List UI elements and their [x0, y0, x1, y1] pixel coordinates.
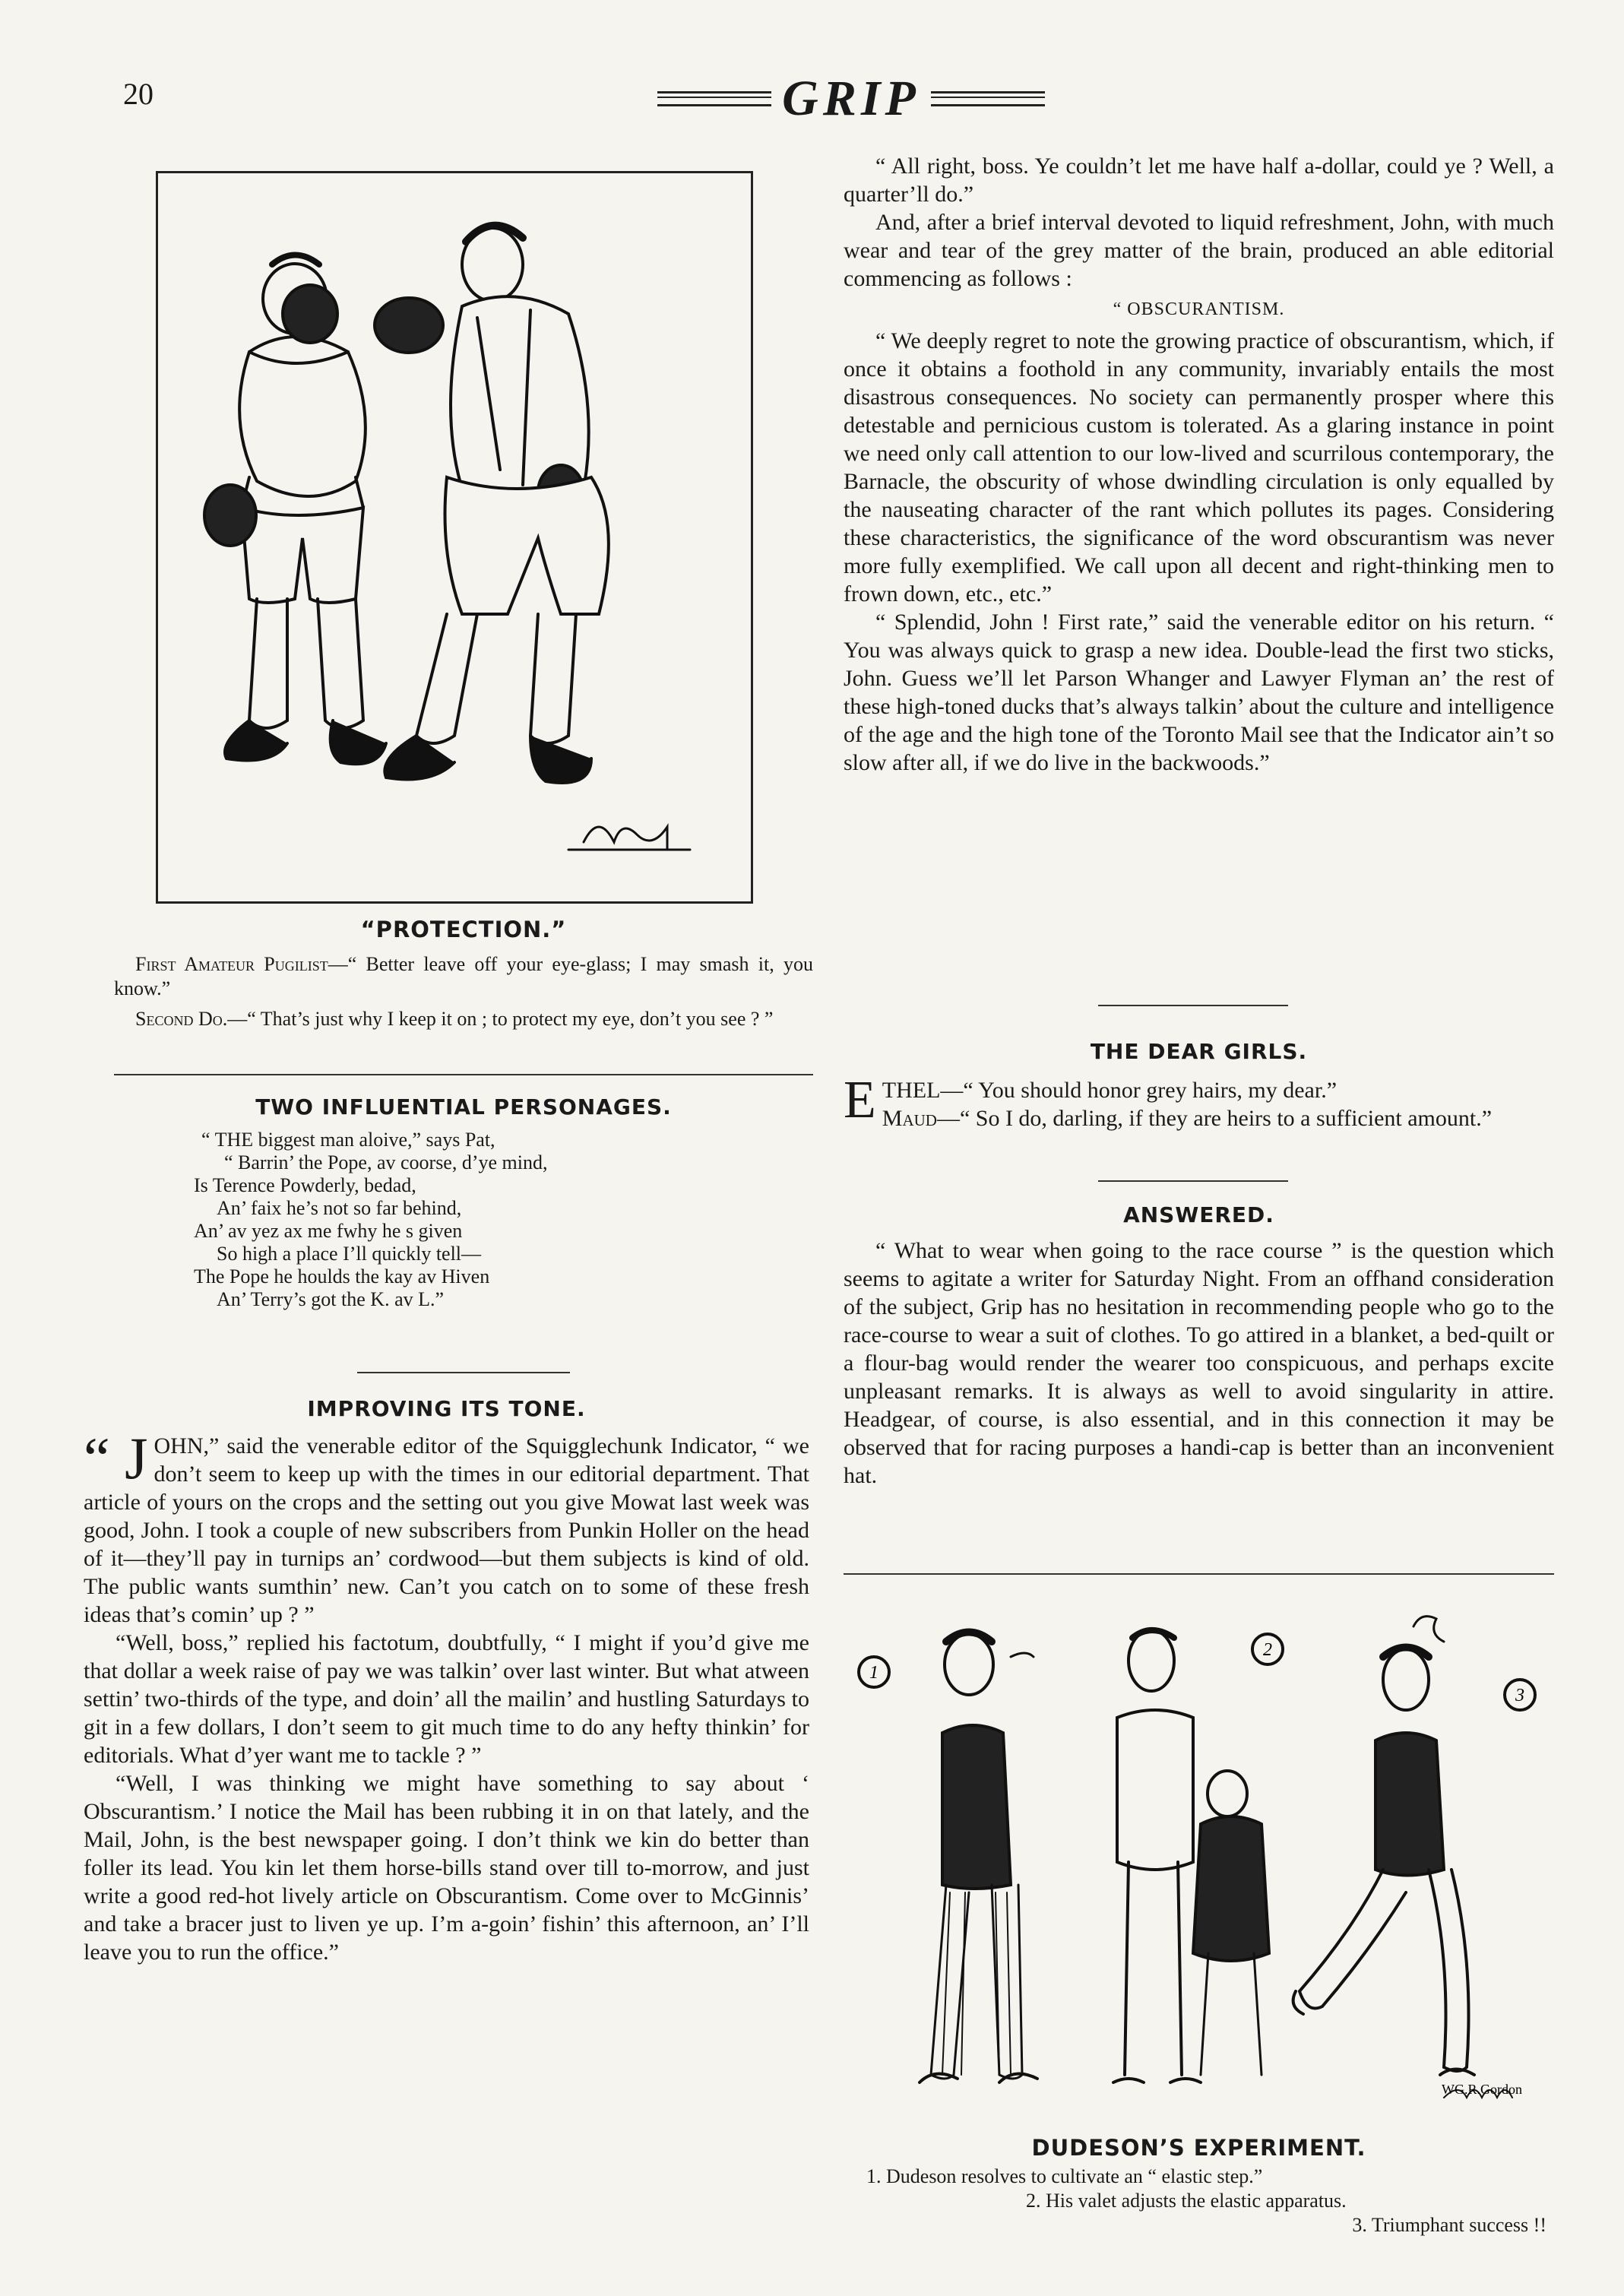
- protection-caption: [114, 917, 813, 1031]
- protection-text-1: —“ Better leave off your eye-glass; I may smash it, you know.”: [114, 953, 813, 999]
- poem-line: An’ av yez ax me fwhy he s given: [194, 1220, 463, 1242]
- answered-section: [844, 1201, 1554, 1490]
- dudeson-signature: WG.R.Gordon: [1442, 2082, 1522, 2097]
- poem-line: An’ faix he’s not so far behind,: [217, 1197, 462, 1219]
- poem-body: [194, 1129, 813, 1311]
- section-divider: [844, 1573, 1554, 1575]
- improving-column-right: [844, 152, 1554, 777]
- dudeson-cartoon: [851, 1604, 1550, 2120]
- improving-title: IMPROVING ITS TONE.: [307, 1396, 586, 1421]
- masthead-title: GRIP: [782, 71, 920, 126]
- protection-cartoon: [156, 171, 753, 904]
- improving-paragraph: “ We deeply regret to note the growing practice of obscurantism, which, if once it obtains a foothold in any community, invariably entails the most disastrous consequences. No society can permanently prosper where this detestable and pernicious custom is tolerated. As a glaring instance in point we need only call attention to our low-lived and scurrilous contemporary, the Barnacle, the obscurity of whose dwindling circulation is only equalled by the nauseating character of the rant which pollutes its pages. Considering these characteristics, the significance of the word obscurantism was never more fully exemplified. We call upon all decent and right-thinking men to frown down, etc., etc.”: [844, 328, 1554, 606]
- ethel-text: —“ You should honor grey hairs, my dear.”: [940, 1078, 1338, 1103]
- dudeson-item-1: 1. Dudeson resolves to cultivate an “ elastic step.”: [866, 2165, 1263, 2187]
- dudeson-title: DUDESON’S EXPERIMENT.: [1031, 2135, 1366, 2161]
- answered-title: ANSWERED.: [1123, 1202, 1274, 1227]
- improving-column-left: [84, 1395, 809, 1966]
- improving-paragraph: “Well, boss,” replied his factotum, doubtfully, “ I might if you’d give me that dollar a week raise of pay we was talkin’ over last winter. But what atween settin’ two-thirds of the type, and doin’ all the mailin’ and hustling Saturdays to git in a few dollars, I don’t seem to git much time to do any hefty thinkin’ for editorials. What d’yer want me to tackle ? ”: [84, 1630, 809, 1768]
- dear-girls-section: [844, 1037, 1554, 1132]
- improving-dropcap: “ J: [84, 1425, 148, 1491]
- protection-title: “PROTECTION.”: [360, 917, 567, 942]
- answered-text: “ What to wear when going to the race course ” is the question which seems to agitate a writer for Saturday Night. From an offhand consideration of the subject, Grip has no hesitation in recommending people who go to the race-course to wear a suit of clothes. To go attired in a blanket, a bed-quilt or a flour-bag would render the wearer too conspicuous, and perhaps excite unpleasant remarks. It is always as well to avoid singularity in attire. Headgear, of course, is also essential, and in this connection it may be observed that for racing purposes a handi-cap is better than an inconvenient hat.: [844, 1238, 1554, 1488]
- protection-speaker-2: Second Do.: [135, 1008, 228, 1030]
- dudeson-caption: [844, 2136, 1554, 2237]
- poem-line: “ THE biggest man aloive,” says Pat,: [201, 1129, 495, 1151]
- poem-line: “ Barrin’ the Pope, av coorse, d’ye mind,: [224, 1151, 548, 1173]
- section-divider: [114, 1074, 813, 1075]
- improving-paragraph: “Well, I was thinking we might have something to say about ‘ Obscurantism.’ I notice the Mail has been rubbing it in on that lately, and the Mail, John, is the best newspaper going. I don’t think we kin do better than foller its lead. You kin let them horse-bills stand over till to-morrow, and just write a good red-hot lively article on Obscurantism. Come over to McGinnis’ and take a bracer just to liven ye up. I’m a-goin’ fishin’ this afternoon, an’ I’ll leave you to run the office.”: [84, 1771, 809, 1965]
- dudeson-item-2: 2. His valet adjusts the elastic apparatus.: [1026, 2190, 1347, 2212]
- dear-girls-text: [844, 1071, 1554, 1132]
- improving-paragraph: [84, 1425, 809, 1629]
- poem-line: The Pope he houlds the kay av Hiven: [194, 1265, 490, 1287]
- masthead-rule-left: [657, 91, 771, 106]
- ethel-speaker: THEL: [882, 1078, 941, 1103]
- panel-number-1: 1: [869, 1663, 878, 1683]
- protection-speaker-1: First Amateur Pugilist: [135, 953, 328, 975]
- masthead-rule-right: [931, 91, 1045, 106]
- panel-number-3: 3: [1515, 1686, 1524, 1705]
- poem-line: So high a place I’ll quickly tell—: [217, 1243, 482, 1265]
- dear-girls-dropcap: E: [844, 1071, 876, 1129]
- improving-paragraph: “ Splendid, John ! First rate,” said the venerable editor on his return. “ You was always quick to grasp a new idea. Double-lead the first two sticks, John. Guess we’ll let Parson Whanger and Lawyer Flyman an’ the rest of these high-toned ducks that’s always talkin’ about the culture and intelligence of the age and the high tone of the Toronto Mail see that the Indicator ain’t so slow after all, if we do live in the backwoods.”: [844, 610, 1554, 775]
- dear-girls-title: THE DEAR GIRLS.: [1090, 1039, 1308, 1064]
- maud-speaker: Maud: [882, 1106, 937, 1131]
- poem-line: Is Terence Powderly, bedad,: [194, 1174, 416, 1196]
- poem-title: TWO INFLUENTIAL PERSONAGES.: [255, 1094, 672, 1119]
- improving-paragraph: And, after a brief interval devoted to liquid refreshment, John, with much wear and tear of the grey matter of the brain, produced an able editorial commencing as follows :: [844, 210, 1554, 291]
- improving-paragraph: “ All right, boss. Ye couldn’t let me have half a-dollar, could ye ? Well, a quarter’ll do.”: [844, 154, 1554, 207]
- maud-text: —“ So I do, darling, if they are heirs to a sufficient amount.”: [936, 1106, 1493, 1131]
- boxers-illustration: [158, 173, 751, 901]
- obscurantism-heading: “ OBSCURANTISM.: [1113, 299, 1285, 319]
- dudeson-item-3: 3. Triumphant success !!: [1352, 2214, 1546, 2236]
- improving-paragraph-text: OHN,” said the venerable editor of the Squigglechunk Indicator, “ we don’t seem to keep up with the times in our editorial department. That article of yours on the crops and the setting out you give Mowat last week was good, John. I took a couple of new subscribers from Punkin Holler on the head of it—they’ll pay in turnips an’ cordwood—but them subjects is kind of old. The public wants sumthin’ new. Can’t you catch on to some of these fresh ideas that’s comin’ up ? ”: [84, 1433, 809, 1627]
- poem-section: [114, 1094, 813, 1311]
- panel-number-2: 2: [1263, 1640, 1272, 1660]
- masthead: [623, 70, 1079, 128]
- section-divider: [1098, 1180, 1288, 1182]
- section-divider: [357, 1372, 570, 1373]
- section-divider: [1098, 1005, 1288, 1006]
- dudeson-illustration: [851, 1604, 1550, 2120]
- protection-text-2: —“ That’s just why I keep it on ; to protect my eye, don’t you see ? ”: [227, 1008, 774, 1030]
- poem-line: An’ Terry’s got the K. av L.”: [217, 1288, 445, 1310]
- page-number: 20: [123, 77, 154, 111]
